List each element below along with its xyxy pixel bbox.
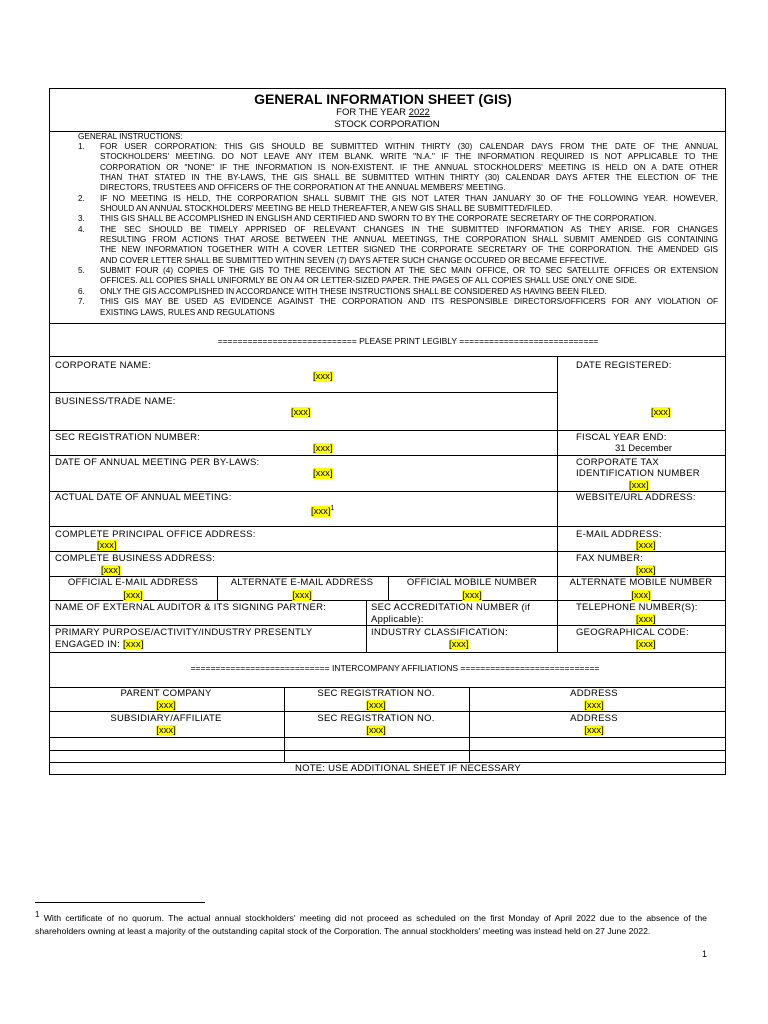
website-url-label: WEBSITE/URL ADDRESS: — [576, 492, 696, 503]
instruction-number: 6. — [78, 286, 85, 296]
instruction-text: DIRECTORS, TRUSTEES AND OFFICERS OF THE CORPORATION AT THE ANNUAL MEMBERS' MEETING. — [100, 183, 506, 193]
fiscal-year-end-label: FISCAL YEAR END: — [576, 432, 667, 443]
instruction-text: THIS GIS SHALL BE ACCOMPLISHED IN ENGLISH AND CERTIFIED AND SWORN TO BY THE CORPORATE SECRETARY OF THE CORPORATION. — [100, 214, 657, 224]
form-title: GENERAL INFORMATION SHEET (GIS) — [254, 91, 512, 107]
intercompany-affiliations-banner: ============================ INTERCOMPANY AFFILIATIONS ============================ — [190, 663, 600, 673]
instruction-line — [78, 142, 718, 152]
alternate-email-label: ALTERNATE E-MAIL ADDRESS — [230, 577, 374, 588]
instruction-text: THIS GIS MAY BE USED AS EVIDENCE AGAINST THE CORPORATION AND ITS RESPONSIBLE DIRECTORS/OFFICERS FOR ANY VIOLATION OF — [100, 297, 718, 307]
industry-classification-label: INDUSTRY CLASSIFICATION: — [371, 627, 508, 638]
instruction-line — [100, 235, 718, 245]
instruction-text: FOR USER CORPORATION: THIS GIS SHOULD BE SUBMITTED WITHIN THIRTY (30) CALENDAR DAYS FROM THE DATE OF THE ANNUAL — [100, 142, 718, 151]
fax-number-label: FAX NUMBER: — [576, 553, 644, 564]
instruction-text: THE NEW INFORMATION TOGETHER WITH A COVER LETTER SIGNED THE CORPORATE SECRETARY OF THE CORPORATION. THE AMENDED GIS — [100, 245, 718, 255]
date-registered-label: DATE REGISTERED: — [576, 360, 672, 371]
instruction-number: 5. — [78, 266, 85, 276]
instruction-text: OFFICES. ALL COPIES SHALL UNIFORMLY BE ON A4 OR LETTER-SIZED PAPER. THE PAGES OF ALL COPIES SHALL USE ONLY ONE SIDE. — [100, 276, 637, 286]
subsidiary-affiliate-header: SUBSIDIARY/AFFILIATE — [110, 713, 222, 724]
parent-company-header: PARENT COMPANY — [120, 688, 212, 699]
instruction-number: 2. — [78, 193, 85, 203]
official-email-label: OFFICIAL E-MAIL ADDRESS — [67, 577, 199, 588]
instruction-line — [100, 245, 718, 255]
instruction-line — [100, 204, 718, 214]
subsidiary-sec-registration-header: SEC REGISTRATION NO. — [317, 713, 435, 724]
date-registered-value: [xxx] — [651, 407, 671, 418]
actual-date-annual-meeting-value: [xxx]$^1$ — [311, 505, 335, 518]
instruction-text: STOCKHOLDERS' MEETING. DO NOT LEAVE ANY ITEM BLANK. WRITE "N.A." IF THE INFORMATION REQUIRED IS NOT APPLICABLE TO THE — [100, 152, 718, 162]
additional-sheet-note: NOTE: USE ADDITIONAL SHEET IF NECESSARY — [294, 763, 522, 774]
instruction-text: CORPORATION OR "NONE" IF THE INFORMATION IS NON-EXISTENT. IF THE ANNUAL STOCKHOLDERS' MEETING IS HELD ON A DATE OTHER — [100, 162, 718, 172]
instruction-line — [78, 297, 718, 307]
footnote-separator — [35, 902, 205, 903]
telephone-numbers-value: [xxx] — [636, 614, 656, 625]
instructions-heading: GENERAL INSTRUCTIONS: — [78, 132, 183, 141]
instruction-line — [100, 173, 718, 183]
instruction-text: AND COVER LETTER SHALL BE SUBMITTED WITHIN SEVEN (7) DAYS AFTER SUCH CHANGE OCCURED OR BECAME EFFECTIVE. — [100, 255, 607, 265]
instruction-text: EXISTING LAWS, RULES AND REGULATIONS — [100, 307, 275, 317]
instruction-text: THE SEC SHOULD BE TIMELY APPRISED OF RELEVANT CHANGES IN THE SUBMITTED INFORMATION AS THEY ARISE. FOR CHANGES — [100, 224, 718, 234]
parent-sec-registration-header: SEC REGISTRATION NO. — [317, 688, 435, 699]
corporation-type: STOCK CORPORATION — [334, 119, 440, 130]
corporate-name-value: [xxx] — [313, 371, 333, 382]
alternate-mobile-label: ALTERNATE MOBILE NUMBER — [569, 577, 713, 588]
parent-address-header: ADDRESS — [570, 688, 618, 699]
instruction-line — [100, 163, 718, 173]
alternate-email-value: [xxx] — [292, 590, 312, 601]
actual-date-annual-meeting-label: ACTUAL DATE OF ANNUAL MEETING: — [55, 492, 232, 503]
parent-sec-registration-value: [xxx] — [366, 700, 386, 711]
subsidiary-sec-registration-value: [xxx] — [366, 725, 386, 736]
business-trade-name-label: BUSINESS/TRADE NAME: — [55, 396, 176, 407]
footnote-text: With certificate of no quorum. The actual annual stockholders' meeting did not proceed as scheduled on the first Monday of April 2022 due to the absence of the shareholders owning at least a majority of the outstanding capital stock of the Corporation. The annual stockholders' meeting was instead held on 27 June 2022. — [35, 912, 707, 936]
principal-office-address-label: COMPLETE PRINCIPAL OFFICE ADDRESS: — [55, 529, 256, 540]
instruction-number: 7. — [78, 297, 85, 307]
instruction-number: 1. — [78, 142, 85, 151]
alternate-mobile-value: [xxx] — [631, 590, 651, 601]
page-number: 1 — [702, 949, 708, 959]
corporate-tax-value: [xxx] — [629, 480, 649, 491]
instruction-number: 3. — [78, 214, 85, 224]
primary-purpose-value: [xxx] — [122, 639, 144, 650]
instruction-text: SUBMIT FOUR (4) COPIES OF THE GIS TO THE RECEIVING SECTION AT THE SEC MAIN OFFICE, OR TO SEC SATELLITE OFFICES OR EXTENSION — [100, 266, 718, 276]
instructions-list — [78, 142, 718, 318]
instruction-line — [78, 266, 718, 276]
instruction-text: ONLY THE GIS ACCOMPLISHED IN ACCORDANCE WITH THESE INSTRUCTIONS SHALL BE CONSIDERED AS HAVING BEEN FILED. — [100, 286, 607, 296]
fiscal-year-end-value: 31 December — [615, 443, 673, 454]
official-mobile-label: OFFICIAL MOBILE NUMBER — [406, 577, 538, 588]
print-legibly-banner: ============================ PLEASE PRINT LEGIBLY ============================ — [217, 336, 599, 346]
official-mobile-value: [xxx] — [462, 590, 482, 601]
date-annual-meeting-bylaws-value: [xxx] — [313, 468, 333, 479]
parent-company-value: [xxx] — [156, 700, 176, 711]
geographical-code-label: GEOGRAPHICAL CODE: — [576, 627, 689, 638]
parent-address-value: [xxx] — [584, 700, 604, 711]
primary-purpose-label-line1: PRIMARY PURPOSE/ACTIVITY/INDUSTRY PRESENTLY — [55, 627, 313, 638]
sec-accreditation-label-line1: SEC ACCREDITATION NUMBER (if — [371, 602, 531, 613]
form-year-value: 2022 — [408, 107, 430, 118]
official-email-value: [xxx] — [123, 590, 143, 601]
principal-office-address-value: [xxx] — [97, 540, 117, 551]
instruction-line — [100, 256, 718, 266]
email-address-label: E-MAIL ADDRESS: — [576, 529, 662, 540]
geographical-code-value: [xxx] — [636, 639, 656, 650]
external-auditor-label: NAME OF EXTERNAL AUDITOR & ITS SIGNING PARTNER: — [55, 602, 327, 613]
instruction-line — [100, 308, 718, 318]
subsidiary-address-value: [xxx] — [584, 725, 604, 736]
business-address-value: [xxx] — [101, 565, 121, 576]
business-address-label: COMPLETE BUSINESS ADDRESS: — [55, 553, 216, 564]
corporate-name-label: CORPORATE NAME: — [55, 360, 151, 371]
instruction-number: 4. — [78, 224, 85, 234]
fax-number-value: [xxx] — [636, 565, 656, 576]
primary-purpose-label-line2: ENGAGED IN: [xxx] — [55, 639, 144, 650]
footnote — [35, 908, 707, 938]
instruction-line — [78, 224, 718, 235]
corporate-tax-label-line1: CORPORATE TAX — [576, 457, 659, 468]
date-annual-meeting-bylaws-label: DATE OF ANNUAL MEETING PER BY-LAWS: — [55, 457, 260, 468]
sec-registration-number-label: SEC REGISTRATION NUMBER: — [55, 432, 201, 443]
telephone-numbers-label: TELEPHONE NUMBER(S): — [576, 602, 698, 613]
email-address-value: [xxx] — [636, 540, 656, 551]
subsidiary-address-header: ADDRESS — [570, 713, 618, 724]
instruction-text: IF NO MEETING IS HELD, THE CORPORATION SHALL SUBMIT THE GIS NOT LATER THAN JANUARY 30 OF THE FOLLOWING YEAR. HOWEVER, — [100, 193, 718, 203]
instruction-line — [100, 152, 718, 162]
instruction-line — [100, 276, 718, 286]
form-year: FOR THE YEAR 2022 — [336, 107, 430, 118]
footnote-marker: 1 — [35, 910, 40, 919]
instruction-text: THAN THAT STATED IN THE BY-LAWS, THE GIS SHALL BE SUBMITTED WITHIN THIRTY (30) CALENDAR DAYS AFTER THE ELECTION OF THE — [100, 173, 718, 183]
sec-accreditation-label-line2: Applicable): — [371, 614, 424, 625]
business-trade-name-value: [xxx] — [291, 407, 311, 418]
sec-registration-number-value: [xxx] — [313, 443, 333, 454]
instruction-line — [78, 286, 718, 297]
subsidiary-affiliate-value: [xxx] — [156, 725, 176, 736]
footnote-ref: 1 — [330, 505, 335, 512]
instruction-text: RESULTING FROM ACTIONS THAT AROSE BETWEEN THE ANNUAL MEETINGS, THE CORPORATION SHALL SUBMIT AMENDED GIS CONTAINING — [100, 235, 718, 245]
instruction-line — [78, 214, 718, 224]
industry-classification-value: [xxx] — [449, 639, 469, 650]
corporate-tax-label-line2: IDENTIFICATION NUMBER — [576, 468, 700, 479]
instruction-line — [100, 183, 718, 193]
instruction-line — [78, 193, 718, 204]
instruction-text: SHOULD AN ANNUAL STOCKHOLDERS' MEETING BE HELD THEREAFTER, A NEW GIS SHALL BE SUBMITTED/FILED. — [100, 204, 553, 214]
